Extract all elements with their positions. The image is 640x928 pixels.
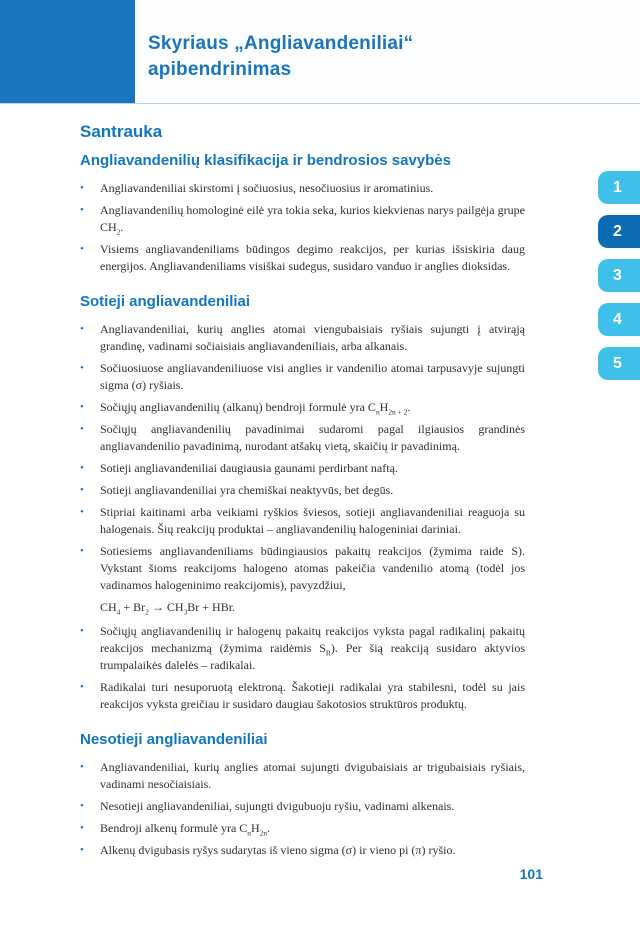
bullet-icon: • xyxy=(80,681,84,693)
bullet-icon: • xyxy=(80,243,84,255)
content-column xyxy=(80,122,525,864)
bullet-icon: • xyxy=(80,401,84,413)
chapter-title xyxy=(148,31,413,83)
bullet-text: Sotiesiems angliavandeniliams būdingiausios pakaitų reakcijos (žymima raide S). Vykstant šioms reakcijoms halogeno atomas pakeičia vandenilio atomą (todėl jos vadinamos halogeninimo reakcijomis), pavyzdžiui, xyxy=(100,544,525,592)
bullet-text: Sotieji angliavandeniliai daugiausia gaunami perdirbant naftą. xyxy=(100,461,398,475)
chapter-tab-2[interactable]: 2 xyxy=(598,215,640,248)
bullet-text: Nesotieji angliavandeniliai, sujungti dvigubuoju ryšiu, vadinami alkenais. xyxy=(100,799,455,813)
section-title: Angliavandenilių klasifikacija ir bendrosios savybės xyxy=(80,152,451,169)
bullet-text: Stipriai kaitinami arba veikiami ryškios šviesos, sotieji angliavandeniliai reaguoja su halogenais. Šių reakcijų produktai – angliavandenilių halogeniniai dariniai. xyxy=(100,505,525,536)
bullet-text: Sočiųjų angliavandenilių pavadinimai sudaromi pagal ilgiausios grandinės angliavandenilio pavadinimą, nurodant atšakų vietą, skaičių ir pavadinimą. xyxy=(100,422,525,453)
sections xyxy=(80,152,525,859)
section-title: Nesotieji angliavandeniliai xyxy=(80,731,268,748)
chapter-tab-1[interactable]: 1 xyxy=(598,171,640,204)
chapter-title-line1: Skyriaus „Angliavandeniliai“ xyxy=(148,33,414,54)
chapter-tab-3[interactable]: 3 xyxy=(598,259,640,292)
bullet-icon: • xyxy=(80,462,84,474)
bullet-text: Angliavandeniliai, kurių anglies atomai viengubaisiais ryšiais sujungti į atvirąją grandinę, vadinami sočiaisiais angliavandeniliais, arba alkanais. xyxy=(100,322,525,353)
bullet-item xyxy=(80,543,525,594)
bullet-icon: • xyxy=(80,362,84,374)
bullet-text: Sočiuosiuose angliavandeniliuose visi anglies ir vandenilio atomai tarpusavyje sujungti sigma (σ) ryšiais. xyxy=(100,361,525,392)
chapter-title-line2: apibendrinimas xyxy=(148,59,292,80)
bullet-item xyxy=(80,460,525,477)
bullet-icon: • xyxy=(80,800,84,812)
summary-heading: Santrauka xyxy=(80,122,163,141)
bullet-text: Bendroji alkenų formulė yra $C_nH_{2n}$. xyxy=(100,821,271,838)
chapter-tab-5[interactable]: 5 xyxy=(598,347,640,380)
bullet-icon: • xyxy=(80,204,84,216)
bullet-item xyxy=(80,798,525,815)
bullet-item xyxy=(80,321,525,355)
bullet-item xyxy=(80,421,525,455)
bullet-text: Sočiųjų angliavandenilių (alkanų) bendroji formulė yra $C_nH_{2n + 2}$. xyxy=(100,400,411,417)
bullet-icon: • xyxy=(80,761,84,773)
bullet-item xyxy=(80,241,525,275)
bullet-item xyxy=(80,820,525,837)
bullet-icon: • xyxy=(80,844,84,856)
bullet-item xyxy=(80,360,525,394)
chapter-tab-4[interactable]: 4 xyxy=(598,303,640,336)
bullet-icon: • xyxy=(80,423,84,435)
bullet-item xyxy=(80,842,525,859)
bullet-text: Angliavandeniliai skirstomi į sočiuosius, nesočiuosius ir aromatinius. xyxy=(100,181,434,195)
page-number: 101 xyxy=(519,866,543,882)
bullet-text: Sotieji angliavandeniliai yra chemiškai neaktyvūs, bet degūs. xyxy=(100,483,394,497)
chemical-equation: $CH_4 + Br_2 \to CH_3Br$ + HBr. xyxy=(100,600,236,617)
bullet-item xyxy=(80,180,525,197)
bullet-item xyxy=(80,504,525,538)
bullet-icon: • xyxy=(80,323,84,335)
bullet-text: Alkenų dvigubasis ryšys sudarytas iš vieno sigma (σ) ir vieno pi (π) ryšio. xyxy=(100,843,456,857)
bullet-item xyxy=(80,202,525,236)
bullet-icon: • xyxy=(80,822,84,834)
bullet-icon: • xyxy=(80,625,84,637)
bullet-text: Sočiųjų angliavandenilių ir halogenų pakaitų reakcijos vyksta pagal radikalinį pakaitų reakcijos mechanizmą (žymima raidėmis $S_R$). Per šią reakciją susidaro aktyvios trumpalaikės dalelės – radikalai. xyxy=(100,624,525,672)
bullet-icon: • xyxy=(80,484,84,496)
bullet-item xyxy=(80,679,525,713)
header-accent-block xyxy=(0,0,135,103)
bullet-text: Angliavandenilių homologinė eilė yra tokia seka, kurios kiekvienas narys pailgėja grupe $CH_2$. xyxy=(100,203,525,237)
bullet-text: Visiems angliavandeniliams būdingos degimo reakcijos, per kurias išsiskiria daug energijos. Angliavandeniliams visiškai sudegus, susidaro vanduo ir anglies dioksidas. xyxy=(100,242,525,273)
bullet-text: Angliavandeniliai, kurių anglies atomai sujungti dvigubaisiais ar trigubaisiais ryšiais, vadinami nesočiaisiais. xyxy=(100,760,525,791)
bullet-icon: • xyxy=(80,182,84,194)
bullet-icon: • xyxy=(80,545,84,557)
bullet-icon: • xyxy=(80,506,84,518)
bullet-item xyxy=(80,623,525,674)
bullet-item xyxy=(80,482,525,499)
bullet-item xyxy=(80,759,525,793)
bullet-item xyxy=(80,399,525,416)
section-title: Sotieji angliavandeniliai xyxy=(80,293,251,310)
bullet-text: Radikalai turi nesuporuotą elektroną. Šakotieji radikalai yra stabilesni, todėl su jais reakcijos vyksta greičiau ir susidaro daugiau šakotosios struktūros produktų. xyxy=(100,680,525,711)
